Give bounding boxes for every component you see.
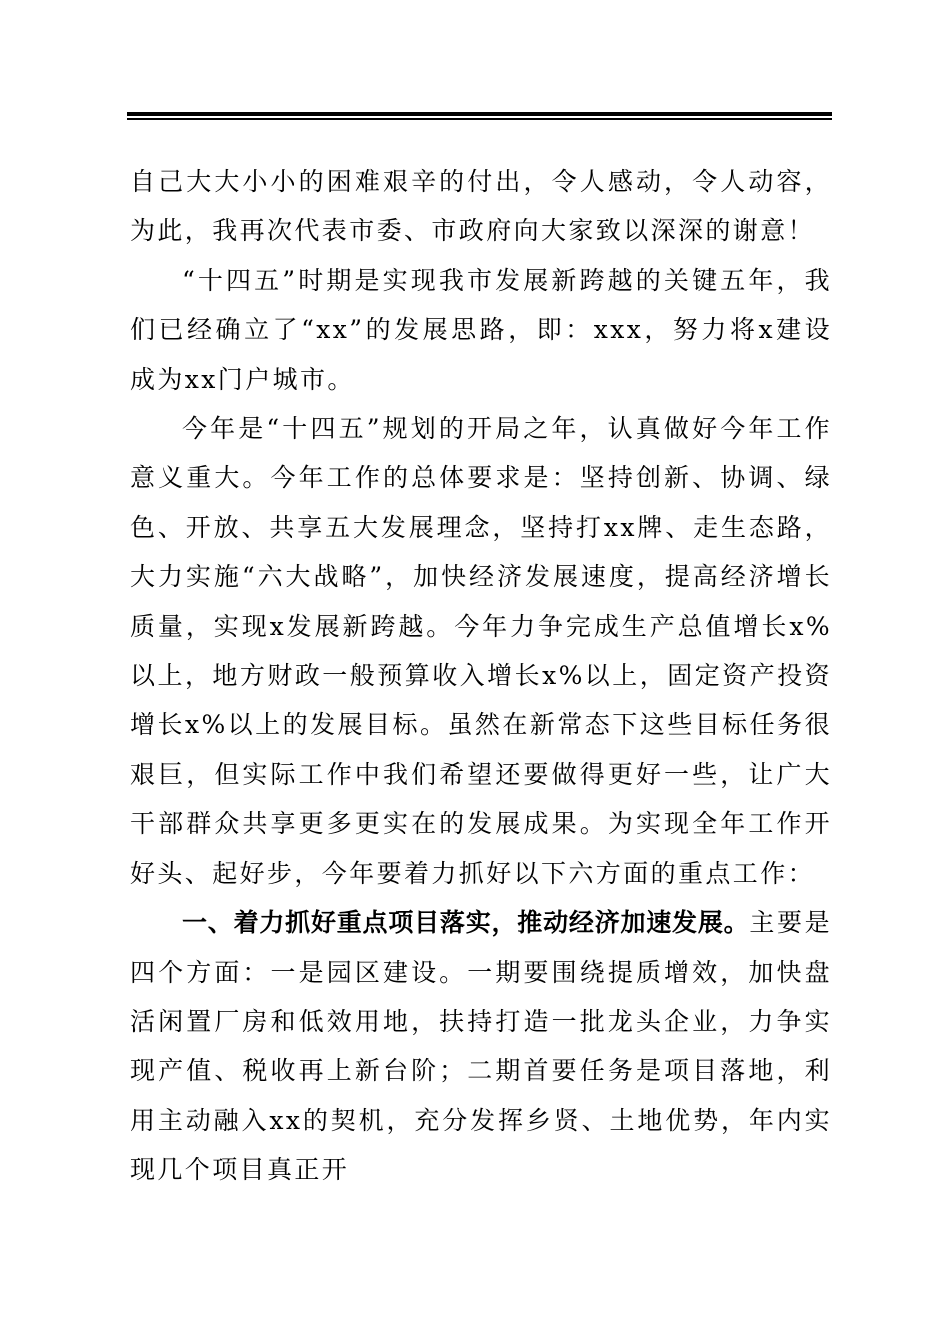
header-double-rule (127, 112, 832, 120)
document-body (130, 157, 832, 1195)
paragraph-4-text: 主要是四个方面：一是园区建设。一期要围绕提质增效，加快盘活闲置厂房和低效用地，扶持打造一批龙头企业，力争实现产值、税收再上新台阶；二期首要任务是项目落地，利用主动融入xx的契机，充分发挥乡贤、土地优势，年内实现几个项目真正开 (130, 908, 833, 1185)
paragraph-3-text: 今年是“十四五”规划的开局之年，认真做好今年工作意义重大。今年工作的总体要求是：坚持创新、协调、绿色、开放、共享五大发展理念，坚持打xx牌、走生态路，大力实施“六大战略”，加快经济发展速度，提高经济增长质量，实现x发展新跨越。今年力争完成生产总值增长x%以上，地方财政一般预算收入增长x%以上，固定资产投资增长x%以上的发展目标。虽然在新常态下这些目标任务很艰巨，但实际工作中我们希望还要做得更好一些，让广大干部群众共享更多更实在的发展成果。为实现全年工作开好头、起好步，今年要着力抓好以下六方面的重点工作： (130, 414, 832, 888)
paragraph-2-text: “十四五”时期是实现我市发展新跨越的关键五年，我们已经确立了“xx”的发展思路，即：xxx，努力将x建设成为xx门户城市。 (130, 265, 832, 394)
section-heading: 一、着力抓好重点项目落实，推动经济加速发展。 (182, 908, 750, 938)
header-rule-thin-line (127, 118, 832, 120)
paragraph-3 (130, 404, 832, 898)
paragraph-1 (130, 157, 832, 256)
paragraph-4 (130, 898, 832, 1194)
paragraph-2 (130, 256, 832, 404)
paragraph-1-text: 自己大大小小的困难艰辛的付出，令人感动，令人动容，为此，我再次代表市委、市政府向大家致以深深的谢意！ (130, 167, 832, 246)
